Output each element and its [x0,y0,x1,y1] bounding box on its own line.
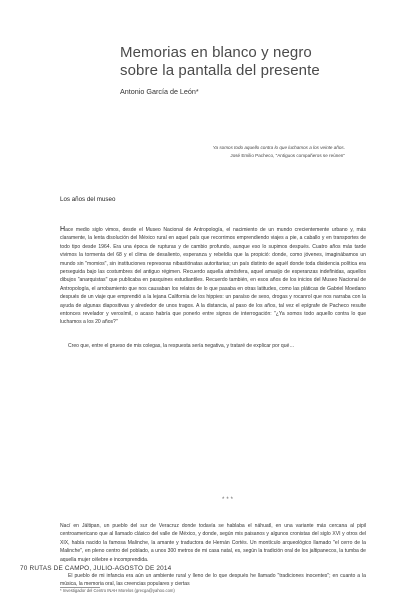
drop-cap: H [60,226,66,233]
article-title [120,44,380,80]
paragraph-3: Nací en Jáltipan, un pueblo del sur de Veracruz donde todavía se hablaba el náhuatl, en una variante más cercana al pipil centroamericano que al llamado clásico del valle de México, y donde, según mis paisanos y algunos cronistas del siglo XVI y otros del XIX, había nacido la famosa Malinche, la amante y traductora de Hernán Cortés. Un montículo arqueológico llamado "el cerro de la Malinche", en pleno centro del poblado, a unos 300 metros de mi casa natal, es, según la tradición oral de los jaltipanecos, la tumba de aquella mujer célebre e incomprendida. [60,523,366,563]
epigraph-source: José Emilio Pacheco, "Antiguos compañeros se reúnen" [230,153,345,158]
epigraph [213,144,345,160]
footnote: * Investigador del Centro INAH Morelos (grecga@yahoo.com) [60,588,175,593]
paragraph-2: Creo que, entre el grueso de mis colegas, la respuesta sería negativa, y trataré de explicar por qué… [68,343,295,349]
paragraph-1 [60,226,366,327]
section-heading: Los años del museo [60,196,116,203]
author-name: Antonio García de León* [120,87,199,96]
title-line-2: sobre la pantalla del presente [120,62,320,79]
paragraph-1-text: ace medio siglo vimos, desde el Museo Nacional de Antropología, el nacimiento de un mundo crecientemente urbano y, más claramente, la lenta disolución del México rural en aquel país que recorrimos emprendiendo viajes a pie, a caballo y en transportes de todo tipo desde 1964. Era una época de rupturas y de cambio profundo, aunque eso lo supimos después. Cuatro años más tarde vivimos la tormenta del 68 y el clima de desaliento, esperanza y rebeldía que la propició: donde, como jóvenes, imaginábamos un mundo sin "momios", sin instituciones represoras nibastiónatas autoritarias; un país distinto de aquél donde toda disidencia política era perseguida bajo las costumbres del antiguo régimen. Recuerdo aquella atmósfera, aquel amasijo de esperanzas indefinidas, aquellos dibujos "anarquistas" que publicaba en pasquines estudiantiles. Recuerdo también, en esos años de los inicios del Museo Nacional de Antropología, el arrobamiento que nos causaban los relatos de lo que pasaba en otras latitudes, como las pláticas de Gabriel Moedano después de un viaje que emprendió a la lejana California de los hippies: un paraíso de sexo, drogas y rocanrol que nos narraba con la ayuda de algunas diapositivas y alrededor de unos tragos. A la distancia, al paso de los años, tal vez el epígrafe de Pacheco resulte entonces revelador y verosímil, o acaso habría que ponerlo entre signos de interrogación: "¿Ya somos todo aquello contra lo que luchamos a los 20 años?" [60,227,366,326]
paragraph-4: El pueblo de mi infancia era aún un ambiente rural y lleno de lo que después he llamado "tradiciones inocentes"; en cuanto a la música, la memoria oral, las creencias populares y ciertas [60,573,366,588]
page-number: 70 [20,565,28,572]
section-separator: *** [222,497,236,503]
epigraph-quote: Ya somos todo aquello contra lo que luchamos a los veinte años. [212,145,345,150]
journal-name: RUTAS DE CAMPO, JULIO-AGOSTO DE 2014 [29,565,172,572]
page-footer [20,565,171,572]
title-line-1: Memorias en blanco y negro [120,44,312,61]
